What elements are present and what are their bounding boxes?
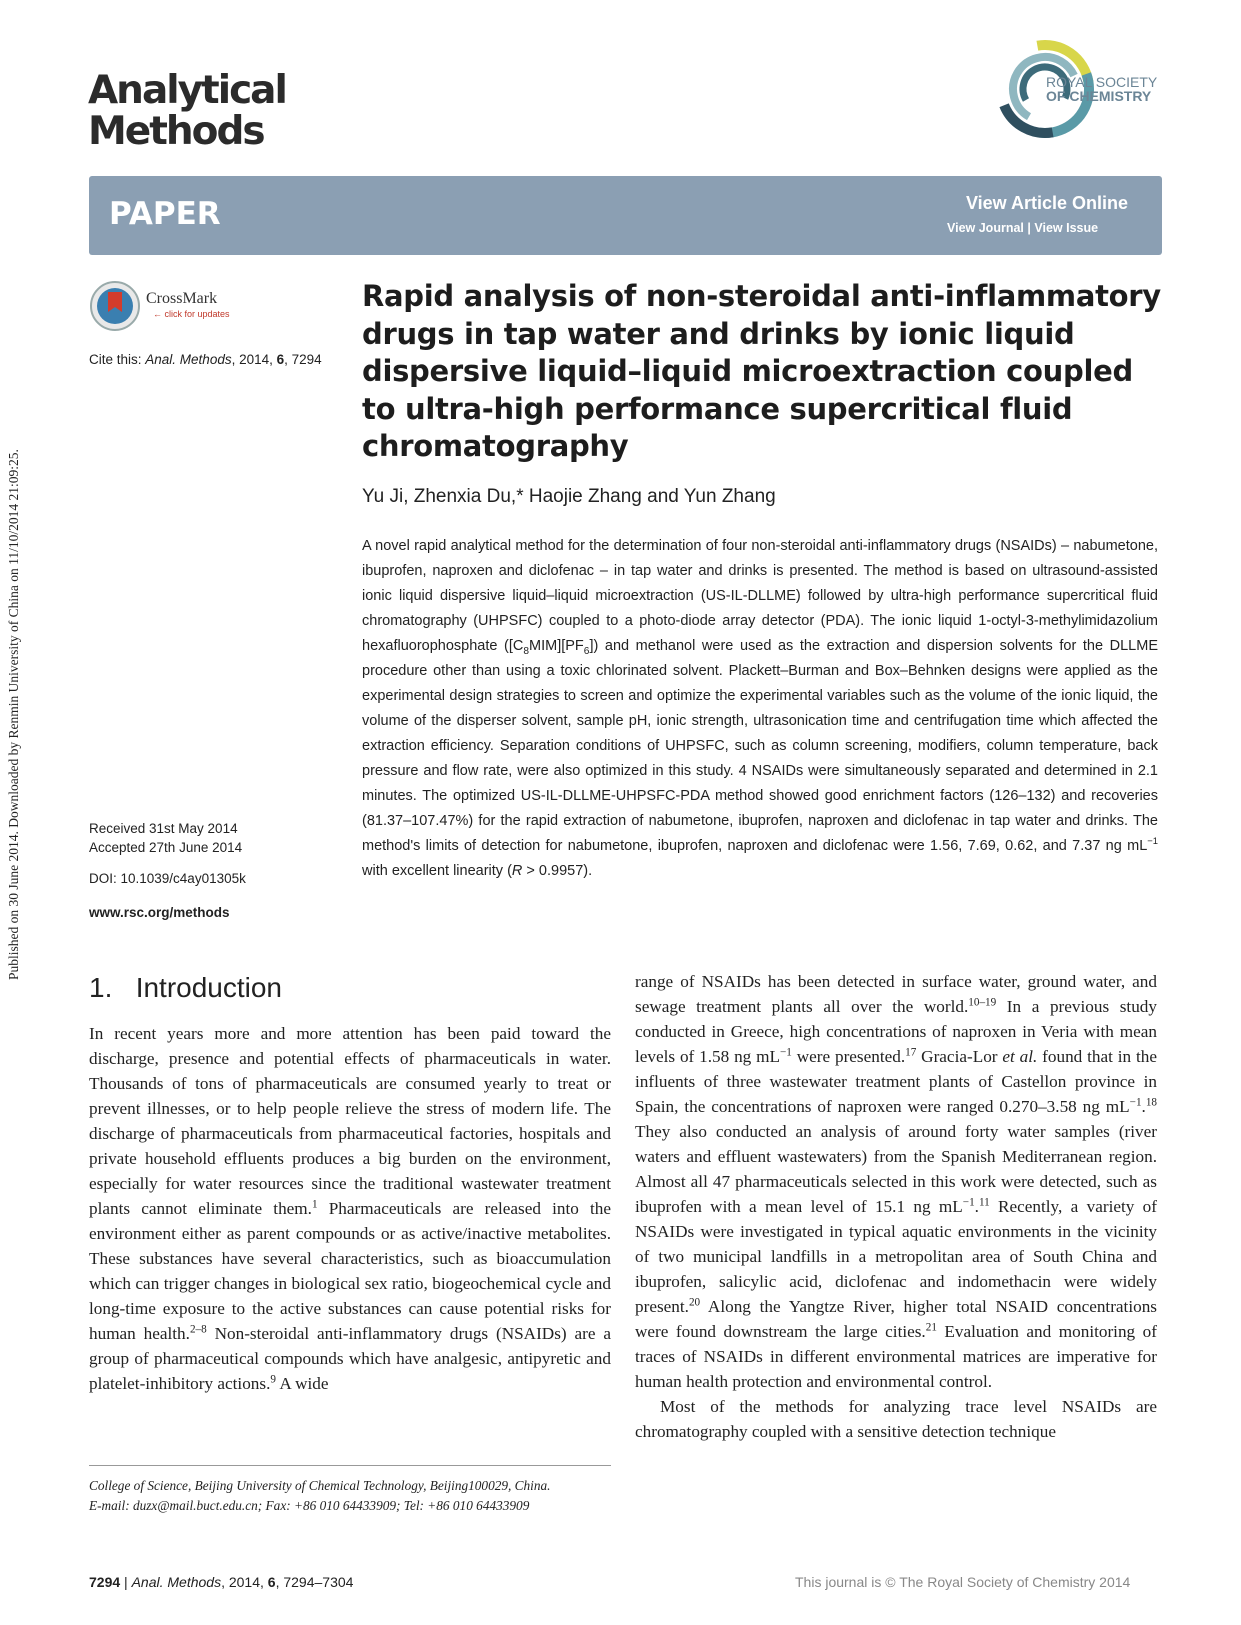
text-run: Along the Yangtze River, higher total NSAID concentrations were found downstream the large cities. [635,1297,1157,1341]
received-date: Received 31st May 2014 [89,821,238,836]
page-footer-left [89,1574,353,1590]
footer-journal: Anal. Methods [131,1574,222,1590]
text-run: . [1141,1097,1146,1116]
crossmark-sublabel: ← click for updates [153,309,230,319]
text-run: In recent years more and more attention has been paid toward the discharge, presence and potential effects of pharmaceuticals in water. Thousands of tons of pharmaceuticals are consumed yearly to treat or prevent illnesses, or to help people relieve the stress of modern life. The discharge of pharmaceuticals from pharmaceutical factories, hospitals and private household effluents produces a big burden on the environment, especially for water resources since the traditional wastewater treatment plants cannot eliminate them. [89,1024,611,1218]
rsc-logo-line2: OF CHEMISTRY [1046,88,1152,104]
text-run: In a previous study conducted in Greece, high concentrations of naproxen in Veria with mean levels of 1.58 ng mL [635,997,1157,1066]
text-run: Non-steroidal anti-inflammatory drugs (NSAIDs) are a group of pharmaceutical compounds which have analgesic, antipyretic and platelet-inhibitory actions. [89,1324,611,1393]
abstract-text-2: MIM][PF [529,638,584,654]
reference[interactable]: 2–8 [189,1323,207,1336]
text-run-italic: et al. [1002,1047,1038,1066]
view-issue-link[interactable]: View Issue [1034,221,1099,235]
article-title: Rapid analysis of non-steroidal anti-inflammatory drugs in tap water and drinks by ionic liquid dispersive liquid–liquid microextraction coupled to ultra-high performance supercritical fluid chromatography [362,279,1161,463]
text-run: They also conducted an analysis of around forty water samples (river waters and effluent wastewaters) from the Spanish Mediterranean region. Almost all 47 pharmaceuticals selected in this work were detected, such as ibuprofen with a mean level of 15.1 ng mL [635,1122,1157,1216]
text-run: Recently, a variety of NSAIDs were investigated in typical aquatic environments in the vicinity of two municipal landfills in a metropolitan area of South China and ibuprofen, salicylic acid, diclofenac and indomethacin were widely present. [635,1197,1157,1316]
abstract-text-5: > 0.9957). [522,863,593,879]
text-run: Pharmaceuticals are released into the environment either as parent compounds or as active/inactive metabolites. These substances have several characteristics, such as bioaccumulation which can trigger changes in biological sex ratio, biogeochemical cycle and long-time exposure to the active substances can cause potential risks for human health. [89,1199,612,1343]
reference[interactable]: 21 [925,1321,937,1334]
cite-year: , 2014, [231,352,277,367]
abstract-text-1: A novel rapid analytical method for the determination of four non-steroidal anti-inflammatory drugs (NSAIDs) – nabumetone, ibuprofen, naproxen and diclofenac – in tap water and drinks is presented. The method is based on ultrasound-assisted ionic liquid dispersive liquid–liquid microextraction (US-IL-DLLME) followed by ultra-high performance supercritical fluid chromatography (UHPSFC) coupled to a photo-diode array detector (PDA). The ionic liquid 1-octyl-3-methylimidazolium hexafluorophosphate ([C [362,538,1158,654]
reference[interactable]: 1 [311,1198,318,1211]
journal-logo-line2: Methods [88,109,264,154]
abstract [362,534,1158,884]
citation [89,352,322,367]
cite-page: , 7294 [284,352,322,367]
crossmark-label: CrossMark [146,290,218,307]
cite-prefix: Cite this: [89,352,146,367]
journal-logo-line1: Analytical [88,68,286,113]
section-heading-introduction: 1. Introduction [89,972,283,1003]
body-column-left [89,1021,611,1396]
text-run: were presented. [791,1047,906,1066]
paragraph [89,1021,611,1396]
footnote-divider [89,1465,611,1466]
superscript: −1 [962,1196,975,1209]
body-column-right [635,969,1157,1444]
reference[interactable]: 20 [688,1296,701,1309]
paragraph: Most of the methods for analyzing trace level NSAIDs are chromatography coupled with a sensitive detection technique [635,1397,1157,1441]
abstract-sub-8: 8 [523,645,530,657]
footer-separator: | [120,1574,132,1590]
accepted-date: Accepted 27th June 2014 [89,840,243,855]
footer-year: , 2014, [221,1574,268,1590]
rsc-logo[interactable] [990,32,1170,142]
text-run: A wide [275,1374,329,1393]
view-article-online-link[interactable]: View Article Online [965,193,1128,213]
rsc-logo-text [1046,75,1157,103]
footer-volume: 6 [267,1574,276,1590]
author-list: Yu Ji, Zhenxia Du,* Haojie Zhang and Yun Zhang [362,486,776,507]
view-journal-link[interactable]: View Journal [947,221,1024,235]
affiliation-footnote [89,1476,629,1516]
cite-journal: Anal. Methods [145,352,232,367]
text-run: Gracia-Lor [916,1047,1003,1066]
page-number: 7294 [89,1574,121,1590]
rsc-logo-line1: ROYAL SOCIETY [1046,74,1158,90]
abstract-sup: −1 [1147,835,1158,847]
reference[interactable]: 11 [978,1196,990,1209]
text-run: Evaluation and monitoring of traces of NSAIDs in different environmental matrices are imperative for human health protection and environmental control. [635,1322,1157,1391]
view-links-separator: | [1027,221,1031,235]
journal-url[interactable]: www.rsc.org/methods [89,905,230,920]
reference[interactable]: 10–19 [968,996,997,1009]
text-run: range of NSAIDs has been detected in surface water, ground water, and sewage treatment plants all over the world. [635,972,1157,1016]
article-type-banner [89,176,1162,255]
journal-logo[interactable] [88,70,286,152]
download-stamp-text: Published on 30 June 2014. Downloaded by Renmin University of China on 11/10/2014 21:09:25. [6,449,21,980]
superscript: −1 [1129,1096,1142,1109]
reference[interactable]: 18 [1145,1096,1157,1109]
reference[interactable]: 17 [905,1046,917,1059]
copyright-footer: This journal is © The Royal Society of Chemistry 2014 [795,1574,1131,1590]
text-run: found that in the influents of three wastewater treatment plants of Castellon province in Spain, the concentrations of naproxen were ranged 0.270–3.58 ng mL [635,1047,1157,1116]
doi[interactable]: DOI: 10.1039/c4ay01305k [89,871,246,886]
view-links [947,221,1098,235]
abstract-r: R [511,863,523,879]
crossmark-icon [89,280,141,332]
reference[interactable]: 9 [270,1373,276,1386]
download-stamp [6,449,26,1000]
crossmark-sublabel-text: click for updates [164,309,230,319]
paragraph [635,969,1157,1394]
footer-pages: , 7294–7304 [275,1574,354,1590]
article-type-label: PAPER [109,196,221,232]
text-run: . [974,1197,979,1216]
contact-line: E-mail: duzx@mail.buct.edu.cn; Fax: +86 010 64433909; Tel: +86 010 64433909 [89,1498,530,1513]
abstract-sub-6: 6 [583,645,590,657]
superscript: −1 [779,1046,792,1059]
abstract-text-4: with excellent linearity ( [362,863,512,879]
abstract-text-3: ]) and methanol were used as the extraction and dispersion solvents for the DLLME procedure other than using a toxic chlorinated solvent. Plackett–Burman and Box–Behnken designs were applied as the experimental design strategies to screen and optimize the experimental variables such as the volume of the ionic liquid, the volume of the disperser solvent, sample pH, ionic strength, ultrasonication time and centrifugation time which affected the extraction efficiency. Separation conditions of UHPSFC, such as column screening, modifiers, column temperature, back pressure and flow rate, were also optimized in this study. 4 NSAIDs were simultaneously separated and determined in 2.1 minutes. The optimized US-IL-DLLME-UHPSFC-PDA method showed good enrichment factors (126–132) and recoveries (81.37–107.47%) for the rapid extraction of nabumetone, ibuprofen, naproxen and diclofenac in tap water and drinks. The method's limits of detection for nabumetone, ibuprofen, naproxen and diclofenac were 1.56, 7.69, 0.62, and 7.37 ng mL [362,638,1158,854]
affiliation-line: College of Science, Beijing University of Chemical Technology, Beijing100029, China. [89,1478,551,1493]
crossmark-badge[interactable] [89,280,269,335]
cite-volume: 6 [276,352,285,367]
